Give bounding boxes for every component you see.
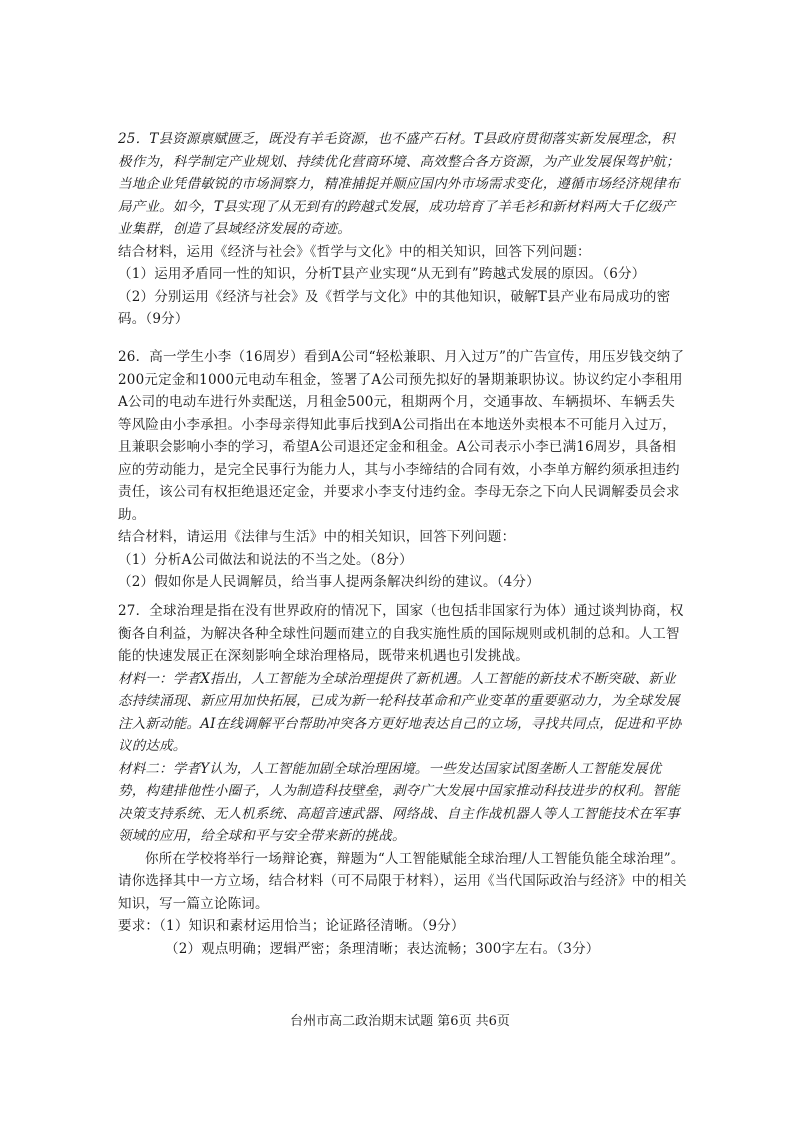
q25-sub1: （1）运用矛盾同一性的知识，分析T县产业实现“从无到有”跨越式发展的原因。（6分）	[118, 266, 646, 282]
question-26	[118, 346, 688, 594]
q26-sub2: （2）假如你是人民调解员，给当事人提两条解决纠纷的建议。（4分）	[118, 574, 540, 590]
q25-stem: 25．T县资源禀赋匮乏，既没有羊毛资源，也不盛产石材。T县政府贯彻落实新发展理念，积极作为，科学制定产业规划、持续优化营商环境、高效整合各方资源，为产业发展保驾护航；当地企业凭借敏锐的市场洞察力，精准捕捉并顺应国内外市场需求变化，遵循市场经济规律布局产业。如今，T县实现了从无到有的跨越式发展，成功培育了羊毛衫和新材料两大千亿级产业集群，创造了县域经济发展的奇迹。	[118, 131, 680, 237]
page-footer: 台州市高二政治期末试题 第6页 共6页	[290, 1014, 510, 1029]
question-27	[118, 600, 688, 960]
q25-sub2: （2）分别运用《经济与社会》及《哲学与文化》中的其他知识，破解T县产业布局成功的密码。（9分）	[118, 288, 671, 327]
q26-stem: 26．高一学生小李（16周岁）看到A公司“轻松兼职、月入过万”的广告宣传，用压岁钱交纳了200元定金和1000元电动车租金，签署了A公司预先拟好的暑期兼职协议。协议约定小李租用A公司的电动车进行外卖配送，月租金500元，租期两个月，交通事故、车辆损坏、车辆丢失等风险由小李承担。小李母亲得知此事后找到A公司指出在本地送外卖根本不可能月入过万，且兼职会影响小李的学习，希望A公司退还定金和租金。A公司表示小李已满16周岁，具备相应的劳动能力，是完全民事行为能力人，其与小李缔结的合同有效，小李单方解约须承担违约责任，该公司有权拒绝退还定金，并要求小李支付违约金。李母无奈之下向人民调解委员会求助。	[118, 349, 685, 523]
q27-material-2: 材料二：学者Y认为，人工智能加剧全球治理困境。一些发达国家试图垄断人工智能发展优势，构建排他性小圈子，人为制造科技壁垒，剥夺广大发展中国家推动科技进步的权利。智能决策支持系统、无人机系统、高超音速武器、网络战、自主作战机器人等人工智能技术在军事领域的应用，给全球和平与安全带来新的挑战。	[118, 760, 680, 844]
q25-prompt: 结合材料，运用《经济与社会》《哲学与文化》中的相关知识，回答下列问题：	[118, 243, 591, 260]
q27-requirement-2: （2）观点明确；逻辑严密；条理清晰；表达流畅；300字左右。（3分）	[165, 940, 600, 957]
q27-requirement-1: 要求：（1）知识和素材运用恰当；论证路径清晰。（9分）	[118, 918, 465, 934]
q27-material-1: 材料一：学者X指出，人工智能为全球治理提供了新机遇。人工智能的新技术不断突破、新业态持续涌现、新应用加快拓展，已成为新一轮科技革命和产业变革的重要驱动力，为全球发展注入新动能。AI在线调解平台帮助冲突各方更好地表达自己的立场，寻找共同点，促进和平协议的达成。	[118, 670, 682, 754]
q26-prompt: 结合材料，请运用《法律与生活》中的相关知识，回答下列问题：	[118, 529, 516, 545]
q26-sub1: （1）分析A公司做法和说法的不当之处。（8分）	[118, 551, 413, 568]
q27-stem: 27．全球治理是指在没有世界政府的情况下，国家（也包括非国家行为体）通过谈判协商，权衡各自利益，为解决各种全球性问题而建立的自我实施性质的国际规则或机制的总和。人工智能的快速发展正在深刻影响全球治理格局，既带来机遇也引发挑战。	[118, 603, 684, 664]
question-25	[118, 128, 688, 331]
q27-task: 你所在学校将举行一场辩论赛，辩题为“人工智能赋能全球治理/人工智能负能全球治理”。请你选择其中一方立场，结合材料（可不局限于材料），运用《当代国际政治与经济》中的相关知识，写一篇立论陈词。	[118, 850, 687, 912]
